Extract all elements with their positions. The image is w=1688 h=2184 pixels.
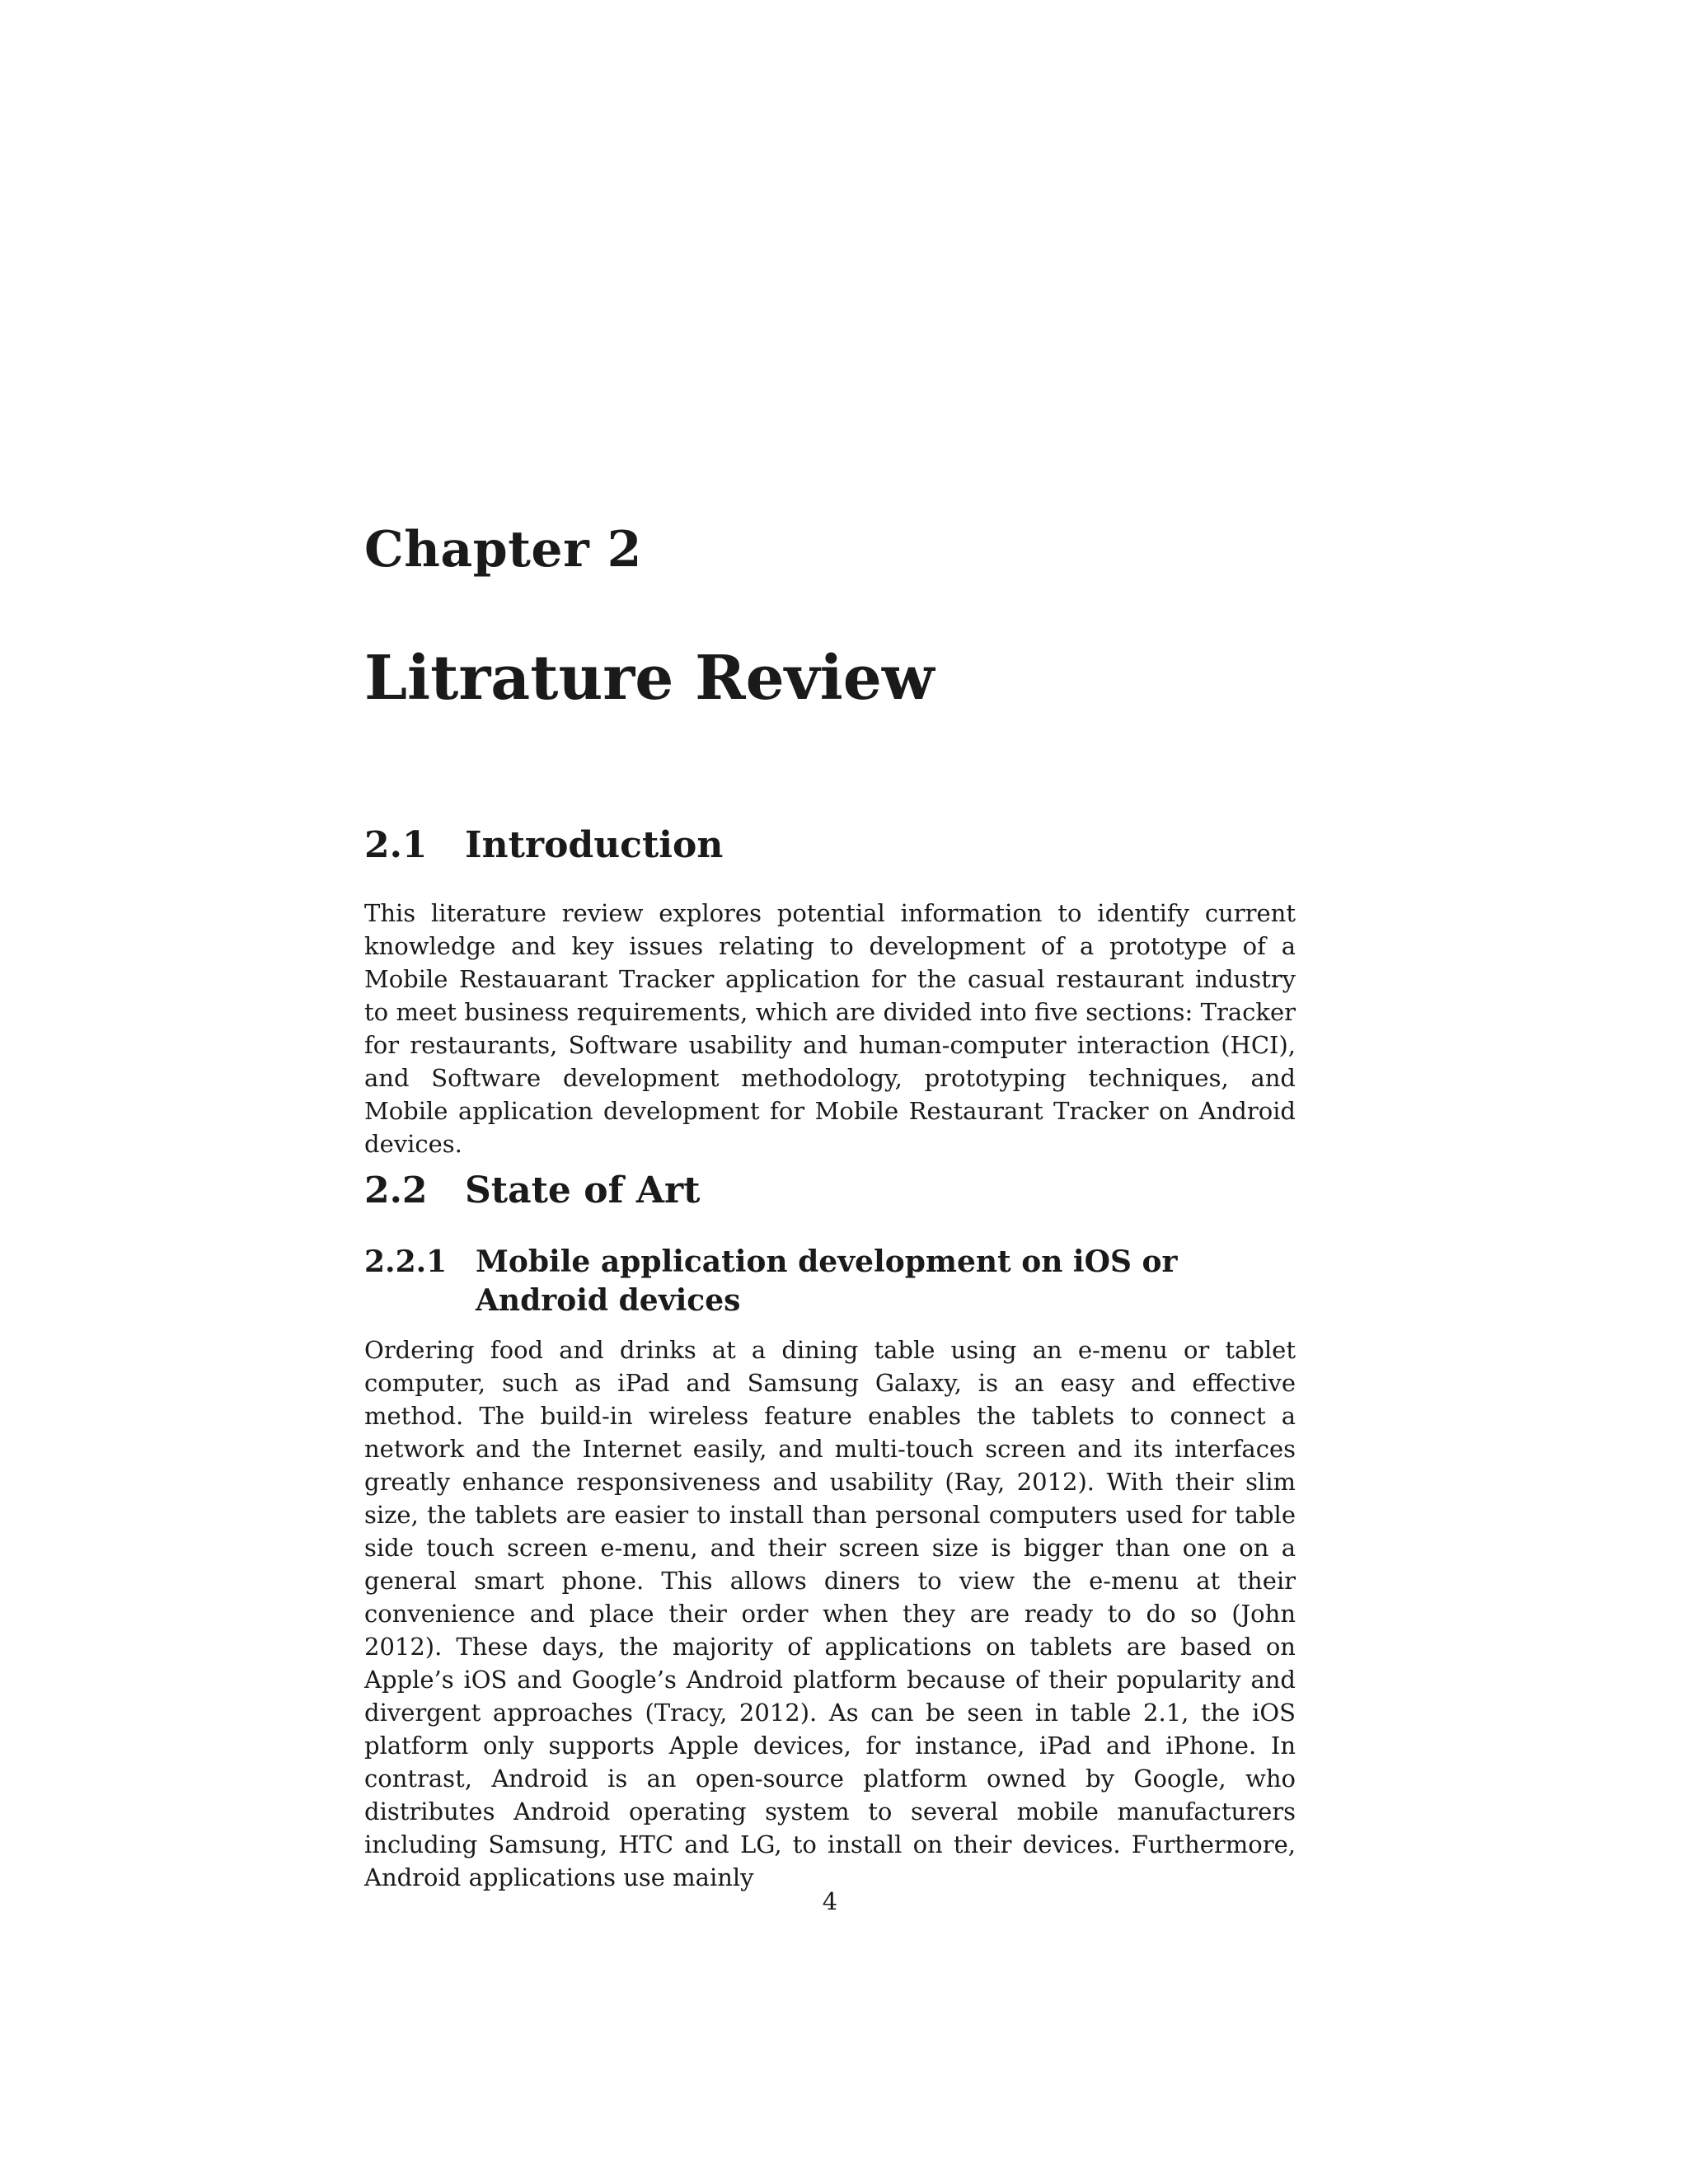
- page-number: 4: [822, 1887, 838, 1915]
- section-title: State of Art: [465, 1169, 701, 1212]
- mobile-dev-paragraph: Ordering food and drinks at a dining table using an e-menu or tablet computer, such as iPad and Samsung Galaxy, is an easy and effective method. The build-in wireless feature enables the tablets to connect a network and the Internet easily, and multi-touch screen and its interfaces greatly enhance responsiveness and usability (Ray, 2012). With their slim size, the tablets are easier to install than personal computers used for table side touch screen e-menu, and their screen size is bigger than one on a general smart phone. This allows diners to view the e-menu at their convenience and place their order when they are ready to do so (John 2012). These days, the majority of applications on tablets are based on Apple’s iOS and Google’s Android platform because of their popularity and divergent approaches (Tracy, 2012). As can be seen in table 2.1, the iOS platform only supports Apple devices, for instance, iPad and iPhone. In contrast, Android is an open-source platform owned by Google, who distributes Android operating system to several mobile manufacturers including Samsung, HTC and LG, to install on their devices. Furthermore, Android applications use mainly: [364, 1336, 1296, 1891]
- subsection-heading-mobile-dev: [364, 1243, 1296, 1320]
- section-heading-introduction: [364, 824, 723, 866]
- document-page: [364, 0, 1296, 2184]
- chapter-title: Litrature Review: [364, 643, 935, 714]
- section-heading-state-of-art: [364, 1169, 700, 1212]
- chapter-label: Chapter 2: [364, 521, 642, 579]
- introduction-paragraph: This literature review explores potential information to identify current knowledge and key issues relating to development of a prototype of a Mobile Restauarant Tracker application for the casual restaurant industry to meet business requirements, which are divided into five sections: Tracker for restaurants, Software usability and human-computer interaction (HCI), and Software development methodology, prototyping techniques, and Mobile application development for Mobile Restaurant Tracker on Android devices.: [364, 899, 1296, 1158]
- section-number: 2.2: [364, 1169, 428, 1212]
- section-title: Introduction: [465, 824, 724, 866]
- section-number: 2.1: [364, 824, 428, 866]
- subsection-title: Mobile application development on iOS or Android devices: [476, 1244, 1178, 1318]
- subsection-number: 2.2.1: [364, 1244, 448, 1279]
